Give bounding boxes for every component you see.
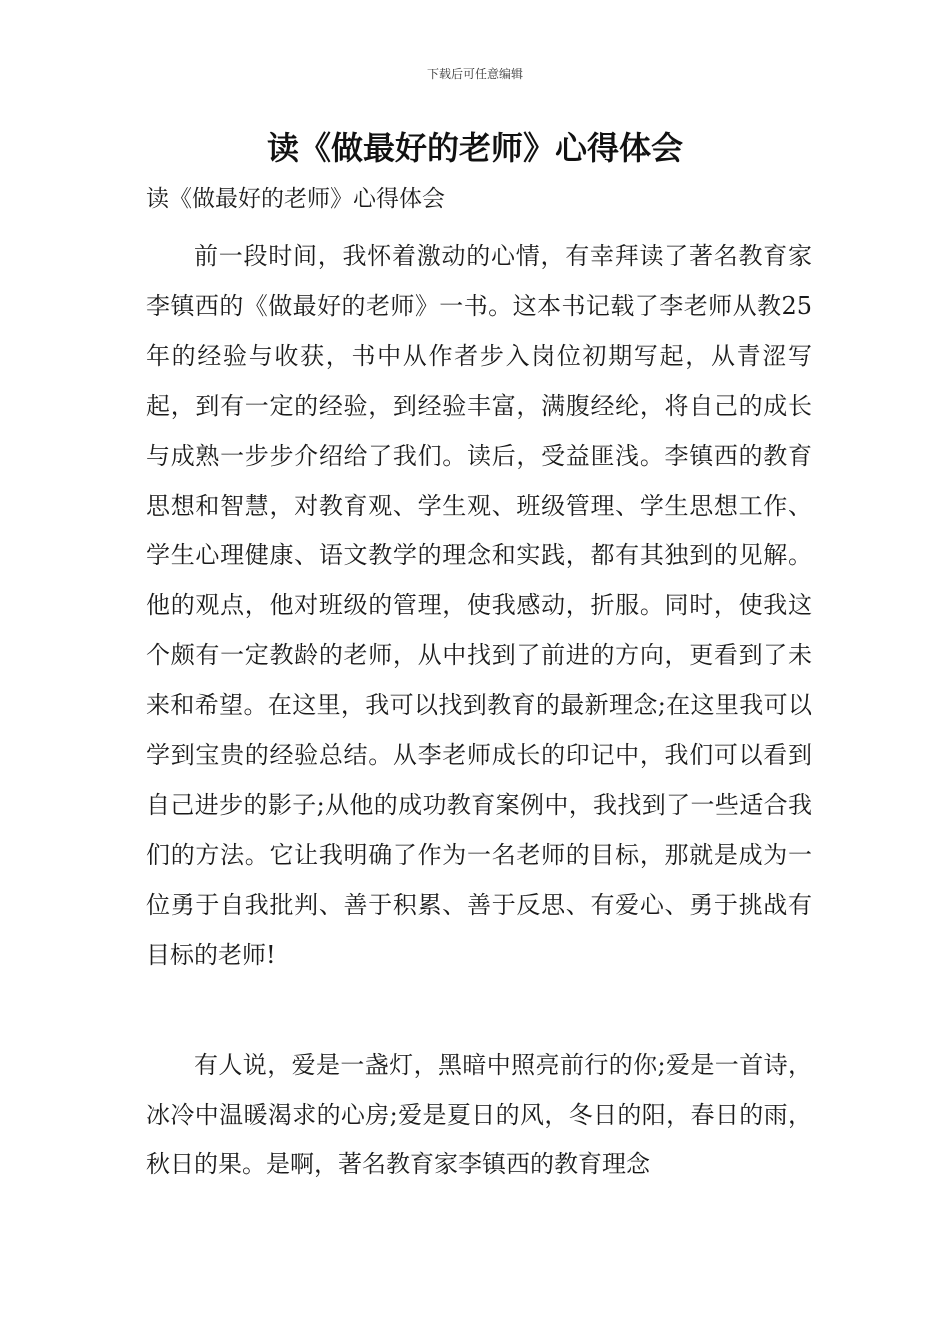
- paragraph-gap: [146, 981, 812, 1041]
- document-title: 读《做最好的老师》心得体会: [266, 129, 683, 167]
- body-paragraph: 有人说，爱是一盏灯，黑暗中照亮前行的你;爱是一首诗，冰冷中温暖渴求的心房;爱是夏日的风，冬日的阳，春日的雨，秋日的果。是啊，著名教育家李镇西的教育理念: [146, 1050, 812, 1179]
- document-body: [146, 180, 812, 1190]
- document-subtitle: 读《做最好的老师》心得体会: [146, 186, 445, 212]
- header-note: 下载后可任意编辑: [426, 67, 523, 81]
- body-paragraph: 前一段时间，我怀着激动的心情，有幸拜读了著名教育家李镇西的《做最好的老师》一书。这本书记载了李老师从教25年的经验与收获，书中从作者步入岗位初期写起，从青涩写起，到有一定的经验，到经验丰富，满腹经纶，将自己的成长与成熟一步步介绍给了我们。读后，受益匪浅。李镇西的教育思想和智慧，对教育观、学生观、班级管理、学生思想工作、学生心理健康、语文教学的理念和实践，都有其独到的见解。他的观点，他对班级的管理，使我感动，折服。同时，使我这个颇有一定教龄的老师，从中找到了前进的方向，更看到了未来和希望。在这里，我可以找到教育的最新理念;在这里我可以学到宝贵的经验总结。从李老师成长的印记中，我们可以看到自己进步的影子;从他的成功教育案例中，我找到了一些适合我们的方法。它让我明确了作为一名老师的目标，那就是成为一位勇于自我批判、善于积累、善于反思、有爱心、勇于挑战有目标的老师!: [146, 242, 812, 969]
